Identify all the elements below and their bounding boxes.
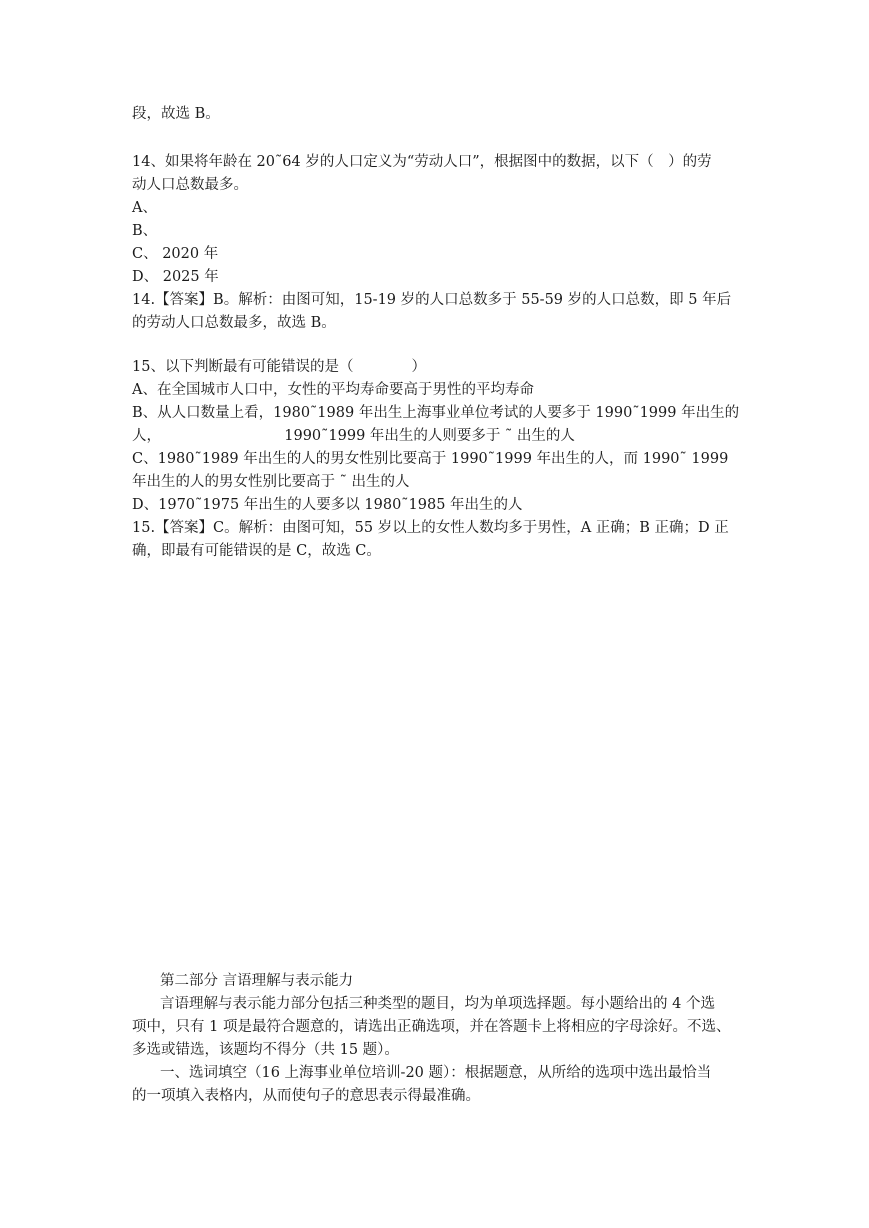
q15-answer-line-2: 确，即最有可能错误的是 C，故选 C。 [132, 543, 381, 559]
part2-intro-line-3: 多选或错选，该题均不得分（共 15 题）。 [132, 1042, 399, 1058]
q14-answer-line-2: 的劳动人口总数最多，故选 B。 [132, 315, 336, 331]
q15-option-a: A、在全国城市人口中，女性的平均寿命要高于男性的平均寿命 [132, 382, 534, 398]
q15-option-c-line-2: 年出生的人的男女性别比要高于 ˜ 出生的人 [132, 474, 410, 490]
q14-option-a: A、 [132, 200, 157, 216]
q14-option-d: D、 2025 年 [132, 269, 219, 285]
part2-intro-line-2: 项中，只有 1 项是最符合题意的，请选出正确选项，并在答题卡上将相应的字母涂好。不选、 [132, 1019, 731, 1035]
q15-option-b-line-1: B、从人口数量上看，1980˜1989 年出生上海事业单位考试的人要多于 1990˜1999 年出生的 [132, 405, 740, 421]
q14-answer-line-1: 14.【答案】B。解析：由图可知，15-19 岁的人口总数多于 55-59 岁的人口总数，即 5 年后 [132, 292, 732, 308]
q15-option-b-line-2: 人， 1990˜1999 年出生的人则要多于 ˜ 出生的人 [132, 428, 575, 444]
q15-option-d: D、1970˜1975 年出生的人要多以 1980˜1985 年出生的人 [132, 497, 523, 513]
section-1-line-1: 一、选词填空（16 上海事业单位培训-20 题）：根据题意，从所给的选项中选出最恰当 [160, 1065, 712, 1081]
q14-stem-line-2: 动人口总数最多。 [132, 177, 248, 193]
q15-answer-line-1: 15.【答案】C。解析：由图可知，55 岁以上的女性人数均多于男性，A 正确；B 正确；D 正 [132, 520, 729, 536]
q14-option-b: B、 [132, 223, 158, 239]
q15-option-c-line-1: C、1980˜1989 年出生的人的男女性别比要高于 1990˜1999 年出生的人，而 1990˜ 1999 [132, 451, 729, 467]
q13-answer-tail: 段，故选 B。 [132, 106, 220, 122]
part2-intro-line-1: 言语理解与表示能力部分包括三种类型的题目，均为单项选择题。每小题给出的 4 个选 [160, 996, 715, 1012]
q14-stem-line-1: 14、如果将年龄在 20˜64 岁的人口定义为“劳动人口”，根据图中的数据，以下（ ）的劳 [132, 154, 712, 170]
q14-option-c: C、 2020 年 [132, 246, 219, 262]
q15-stem: 15、以下判断最有可能错误的是（ ） [132, 359, 426, 375]
part2-heading: 第二部分 言语理解与表示能力 [160, 973, 354, 989]
section-1-line-2: 的一项填入表格内，从而使句子的意思表示得最准确。 [132, 1088, 480, 1104]
